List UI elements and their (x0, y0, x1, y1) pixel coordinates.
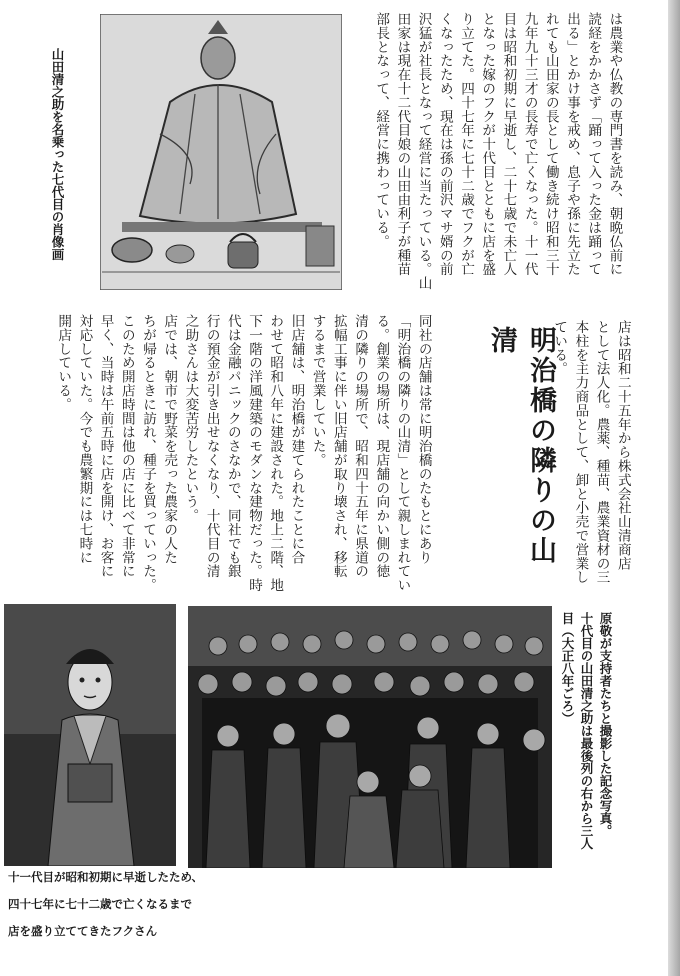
portrait-caption: 山田清之助を名乗った七代目の肖像画 (50, 48, 65, 261)
group-photo (188, 606, 552, 868)
fuku-caption-line-3: 店を盛り立ててきたフクさん (8, 924, 158, 938)
group-photo-caption: 原敬が支持者たちと撮影した記念写真。 十代目の山田清之助は最後列の右から三人 目（大正八年ごろ） (560, 612, 613, 850)
fuku-photo (4, 604, 176, 866)
middle-article-body: 同社の店舗は常に明治橋のたもとにあり 「明治橋の隣りの山清」として親しまれてい る。創業の場所は、現店舗の向かい側の徳 清の隣りの場所で、昭和四十五年に県道の 拡幅工事に伴い旧店舗が取り壊され、移転 するまで営業していた。 旧店舗は、明治橋が建てられたことに合 わせて昭和八年に建設された。地上二階、地 下一階の洋風建築のモダンな建物だった。時 代は金融パニックのさなかで、同社でも銀 行の預金が引き出せなくなり、十代目の清 之助さんは大変苦労したという。 店では、朝市で野菜を売った農家の人た ちが帰るときに訪れ、種子を買っていった。 このため開店時間は他の店に比べて非常に 早く、当時は午前五時に店を開け、お客に 対応していた。今でも農繁期には七時に 開店している。 (55, 314, 432, 592)
article-heading: 明治橋の隣りの山清 (486, 326, 556, 566)
fuku-photo-caption (8, 864, 203, 945)
fuku-caption-line-1: 十一代目が昭和初期に早逝したため、 (8, 870, 204, 884)
top-article-paragraph: は農業や仏教の専門書を読み、朝晩仏前に 読経をかかさず「踊って入った金は踊って 出る」とかけ事を戒め、息子や孫に先立た れても山田家の長として働き続け昭和三十 九年九十三才の長寿で亡くなった。十一代 目は昭和初期に早逝し、二十七歳で未亡人 となった嫁のフクが十代目とともに店を盛 り立てた。四十七年に七十二歳でフクが亡 くなったため、現在は孫の前沢マサ婿の前 沢猛が社長となって経営に当たっている。山 田家は現在十二代目娘の山田由利子が種苗 部長となって、経営に携わっている。 (373, 12, 623, 290)
fuku-caption-line-2: 四十七年に七十二歳で亡くなるまで (8, 897, 192, 911)
portrait-painting (100, 14, 342, 290)
page-edge (668, 0, 680, 976)
middle-article-intro: 店は昭和二十五年から株式会社山清商店 として法人化。農薬、種苗、農業資材の三 本柱を主力商品として、卸と小売で営業し ている。 (551, 320, 631, 585)
